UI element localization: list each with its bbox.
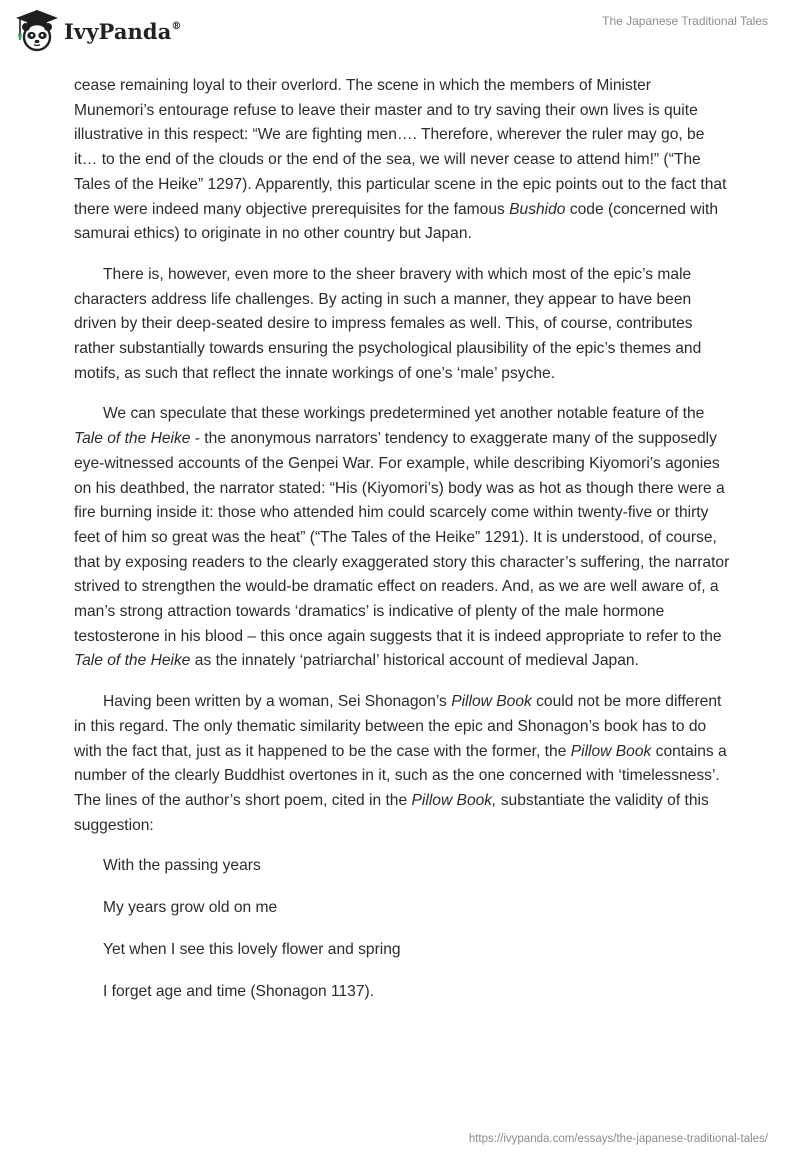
logo[interactable] — [14, 8, 182, 52]
source-url[interactable]: https://ivypanda.com/essays/the-japanese-traditional-tales/ — [468, 1133, 768, 1145]
panda-graduate-icon — [14, 8, 60, 52]
page-header — [0, 0, 800, 66]
italic-title: Tale of the Heike — [74, 430, 191, 448]
poem-line: I forget age and time (Shonagon 1137). — [103, 982, 375, 1000]
italic-title: Pillow Book, — [411, 791, 497, 809]
paragraph-2: There is, however, even more to the sheer bravery with which most of the epic’s male characters address life challenges. By acting in such a manner, they appear to have been driven by their deep-seated desire to impress females as well. This, of course, contributes rather substantially towards ensuring the psychological plausibility of the epic’s themes and motifs, as such that reflect the innate workings of one’s ‘male’ psyche. — [74, 265, 702, 382]
document-title: The Japanese Traditional Tales — [602, 14, 768, 28]
essay-body — [74, 74, 730, 1021]
registered-mark: ® — [171, 20, 182, 32]
poem-line: My years grow old on me — [103, 899, 278, 917]
italic-title: Pillow Book — [451, 693, 532, 711]
italic-term: Bushido — [509, 200, 566, 218]
italic-title: Pillow Book — [570, 742, 652, 760]
brand-name: IvyPanda® — [64, 18, 182, 44]
poem-line: With the passing years — [103, 857, 261, 875]
paragraph-1: cease remaining loyal to their overlord. The scene in which the members of Minister Munemori’s entourage refuse to leave their master and to try saving their own lives is quite illustrative in this respect: “We are fighting men…. Therefore, wherever the ruler may go, be it… to the end of the clouds or the end of the sea, we will never cease to attend him!” (“The Tales of the Heike” 1297). Apparently, this particular scene in the epic points out to the fact that there were indeed many objective prerequisites for the famous Bushido code (concerned with samurai ethics) to originate in no other country but Japan. — [74, 77, 727, 243]
poem-line: Yet when I see this lovely flower and spring — [103, 940, 401, 958]
paragraph-4: Having been written by a woman, Sei Shonagon’s Pillow Book could not be more different in this regard. The only thematic similarity between the epic and Shonagon’s book has to do with the fact that, just as it happened to be the case with the former, the Pillow Book contains a number of the clearly Buddhist overtones in it, such as the one concerned with ‘timelessness’. The lines of the author’s short poem, cited in the Pillow Book, substantiate the validity of this suggestion: — [74, 693, 727, 834]
italic-title: Tale of the Heike — [74, 652, 191, 670]
paragraph-3: We can speculate that these workings predetermined yet another notable feature of the Tale of the Heike - the anonymous narrators’ tendency to exaggerate many of the supposedly eye-witnessed accounts of the Genpei War. For example, while describing Kiyomori’s agonies on his deathbed, the narrator stated: “His (Kiyomori’s) body was as hot as though there were a fire burning inside it: those who attended him could scarcely come within twenty-five or thirty feet of him so great was the heat” (“The Tales of the Heike” 1291). It is understood, of course, that by exposing readers to the clearly exaggerated story this character’s suffering, the narrator strived to strengthen the would-be dramatic effect on readers. And, as we are well aware of, a man’s strong attraction towards ‘dramatics’ is indicative of plenty of the male hormone testosterone in his blood – this once again suggests that it is indeed appropriate to refer to the Tale of the Heike as the innately ‘patriarchal’ historical account of medieval Japan. — [74, 405, 730, 670]
